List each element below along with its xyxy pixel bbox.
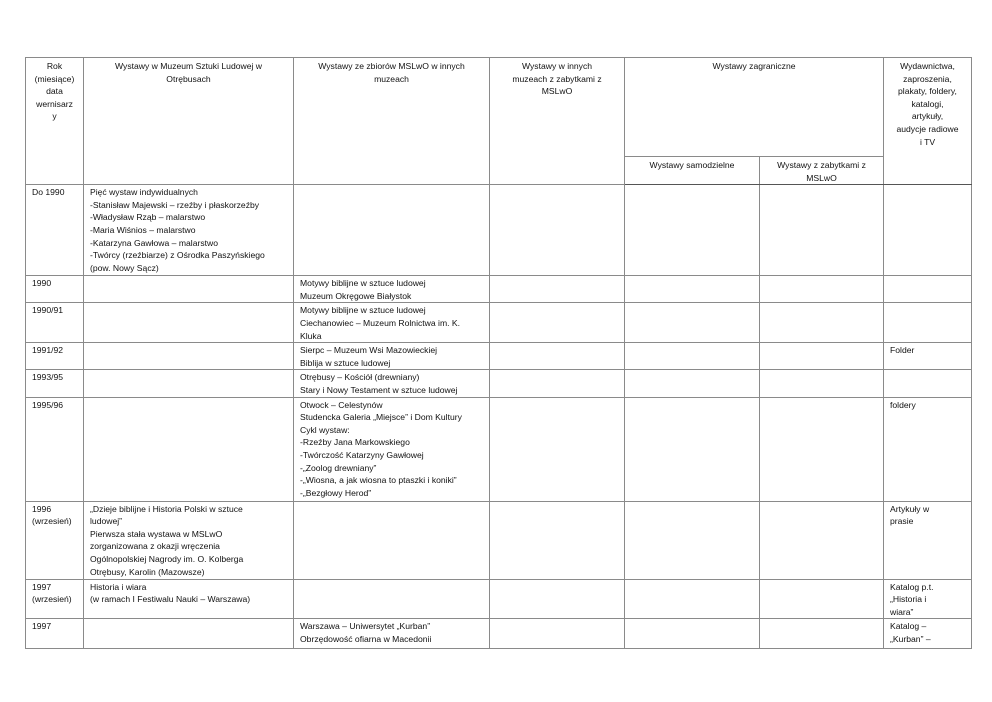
cell-zbiory (294, 303, 490, 343)
cell-text-line: „Historia i (890, 594, 927, 605)
cell-inne-muzea (490, 619, 625, 649)
cell-wydawnictwa (884, 619, 972, 649)
header-samodzielne-label: Wystawy samodzielne (649, 160, 735, 170)
cell-wydawnictwa (884, 303, 972, 343)
header-wydawnictwa (884, 58, 972, 157)
cell-text-line: Katalog p.t. (890, 581, 934, 592)
cell-text-line: Otwock – Celestynów (300, 399, 383, 410)
cell-inne-muzea (490, 501, 625, 579)
cell-text-line: Motywy biblijne w sztuce ludowej (300, 278, 426, 289)
cell-samodzielne (625, 303, 760, 343)
cell-wydawnictwa (884, 579, 972, 619)
cell-muzeum (84, 579, 294, 619)
cell-wydawnictwa (884, 397, 972, 501)
table-row (26, 343, 972, 370)
cell-inne-muzea (490, 185, 625, 276)
table-row (26, 303, 972, 343)
header-line: y (52, 111, 57, 122)
cell-inne-muzea (490, 343, 625, 370)
cell-z-zabytkami (760, 343, 884, 370)
header-muzeum (84, 58, 294, 185)
cell-text-line: ludowej” (90, 516, 123, 527)
cell-text-line: 1990 (32, 278, 52, 289)
header-line: wernisarz (36, 98, 73, 109)
cell-samodzielne (625, 619, 760, 649)
cell-inne-muzea (490, 276, 625, 303)
cell-wydawnictwa (884, 276, 972, 303)
cell-z-zabytkami (760, 397, 884, 501)
cell-zbiory (294, 185, 490, 276)
header-line: zaproszenia, (903, 73, 952, 84)
cell-z-zabytkami (760, 303, 884, 343)
cell-text-line: Pięć wystaw indywidualnych (90, 187, 198, 198)
cell-muzeum (84, 501, 294, 579)
cell-inne-muzea (490, 397, 625, 501)
header-line: artykuły, (911, 111, 944, 122)
cell-text-line: -„Wiosna, a jak wiosna to ptaszki i koniki” (300, 475, 457, 486)
header-line: audycje radiowe (896, 123, 959, 134)
header-line: MSLwO (541, 86, 573, 97)
header-line: Wystawy z zabytkami z (777, 160, 866, 170)
cell-text-line: -Władysław Rząb – malarstwo (90, 212, 206, 223)
header-line: katalogi, (911, 98, 944, 109)
cell-rok (26, 501, 84, 579)
cell-text-line: Motywy biblijne w sztuce ludowej (300, 305, 426, 316)
cell-muzeum (84, 303, 294, 343)
cell-samodzielne (625, 343, 760, 370)
cell-rok (26, 619, 84, 649)
cell-text-line: 1997 (32, 621, 52, 632)
cell-text-line: Studencka Galeria „Miejsce” i Dom Kultury (300, 412, 462, 423)
cell-text-line: foldery (890, 399, 916, 410)
cell-rok (26, 579, 84, 619)
cell-samodzielne (625, 370, 760, 397)
cell-text-line: -Stanisław Majewski – rzeźby i płaskorzeźby (90, 199, 260, 210)
header-line: Wystawy w Muzeum Sztuki Ludowej w (114, 61, 263, 71)
header-line: plakaty, foldery, (898, 86, 957, 97)
cell-samodzielne (625, 579, 760, 619)
header-line: Rok (46, 61, 63, 71)
cell-text-line: (pow. Nowy Sącz) (90, 262, 159, 273)
cell-text-line: -„Bezgłowy Herod” (300, 487, 372, 498)
cell-text-line: Otrębusy, Karolin (Mazowsze) (90, 566, 205, 577)
cell-text-line: Otrębusy – Kościół (drewniany) (300, 372, 420, 383)
table-row (26, 370, 972, 397)
header-inne-muzea (490, 58, 625, 185)
cell-rok (26, 343, 84, 370)
header-line: i TV (919, 136, 936, 147)
header-line: Wystawy ze zbiorów MSLwO w innych (318, 61, 465, 71)
cell-inne-muzea (490, 370, 625, 397)
cell-text-line: Ogólnopolskiej Nagrody im. O. Kolberga (90, 553, 244, 564)
cell-text-line: Katalog – (890, 621, 927, 632)
cell-muzeum (84, 185, 294, 276)
header-line: muzeach z zabytkami z (512, 73, 602, 84)
cell-text-line: 1996 (32, 503, 52, 514)
cell-rok (26, 303, 84, 343)
cell-rok (26, 397, 84, 501)
cell-wydawnictwa (884, 185, 972, 276)
cell-muzeum (84, 276, 294, 303)
header-row (26, 58, 972, 157)
cell-inne-muzea (490, 303, 625, 343)
cell-text-line: (w ramach I Festiwalu Nauki – Warszawa) (90, 594, 251, 605)
header-zagraniczne-label: Wystawy zagraniczne (712, 61, 796, 71)
cell-rok (26, 276, 84, 303)
cell-text-line: Kluka (300, 330, 322, 341)
cell-z-zabytkami (760, 185, 884, 276)
header-zagraniczne (625, 58, 884, 157)
cell-text-line: Sierpc – Muzeum Wsi Mazowieckiej (300, 345, 438, 356)
table-body (26, 185, 972, 649)
cell-text-line: „Kurban” – (890, 633, 931, 644)
exhibitions-table (25, 57, 972, 649)
cell-text-line: Historia i wiara (90, 581, 147, 592)
cell-text-line: -Rzeźby Jana Markowskiego (300, 437, 410, 448)
cell-text-line: wiara” (890, 606, 914, 617)
cell-text-line: Artykuły w (890, 503, 930, 514)
cell-wydawnictwa (884, 343, 972, 370)
cell-zbiory (294, 501, 490, 579)
cell-muzeum (84, 343, 294, 370)
cell-z-zabytkami (760, 619, 884, 649)
cell-text-line: Cykl wystaw: (300, 424, 350, 435)
header-line: MSLwO (806, 172, 837, 183)
cell-zbiory (294, 370, 490, 397)
cell-text-line: -Maria Wiśnios – malarstwo (90, 224, 196, 235)
cell-zbiory (294, 276, 490, 303)
cell-text-line: -Twórczość Katarzyny Gawłowej (300, 449, 424, 460)
cell-text-line: Muzeum Okręgowe Białystok (300, 290, 412, 301)
cell-text-line: Do 1990 (32, 187, 65, 198)
cell-zbiory (294, 619, 490, 649)
cell-text-line: Obrzędowość ofiarna w Macedonii (300, 633, 432, 644)
cell-text-line: (wrzesień) (32, 516, 72, 527)
cell-text-line: 1990/91 (32, 305, 64, 316)
table-row (26, 276, 972, 303)
table-row (26, 619, 972, 649)
cell-samodzielne (625, 397, 760, 501)
cell-text-line: 1991/92 (32, 345, 64, 356)
cell-text-line: 1993/95 (32, 372, 64, 383)
table-row (26, 397, 972, 501)
cell-text-line: Pierwsza stała wystawa w MSLwO (90, 528, 223, 539)
header-line: muzeach (374, 73, 409, 84)
cell-text-line: -Katarzyna Gawłowa – malarstwo (90, 237, 218, 248)
cell-text-line: Warszawa – Uniwersytet „Kurban” (300, 621, 431, 632)
cell-z-zabytkami (760, 501, 884, 579)
cell-text-line: prasie (890, 516, 914, 527)
header-line: (miesiące) (34, 73, 75, 84)
header-line: Wystawy w innych (521, 61, 593, 71)
cell-text-line: zorganizowana z okazji wręczenia (90, 541, 220, 552)
header-zbiory (294, 58, 490, 185)
cell-wydawnictwa (884, 370, 972, 397)
cell-muzeum (84, 619, 294, 649)
cell-muzeum (84, 370, 294, 397)
cell-samodzielne (625, 501, 760, 579)
cell-rok (26, 370, 84, 397)
cell-z-zabytkami (760, 276, 884, 303)
cell-text-line: „Dzieje biblijne i Historia Polski w sztuce (90, 503, 243, 514)
table-row (26, 185, 972, 276)
header-z-zabytkami (760, 157, 884, 185)
cell-zbiory (294, 579, 490, 619)
cell-zbiory (294, 397, 490, 501)
cell-text-line: 1997 (32, 581, 52, 592)
cell-text-line: Ciechanowiec – Muzeum Rolnictwa im. K. (300, 317, 460, 328)
cell-text-line: Biblija w sztuce ludowej (300, 357, 391, 368)
cell-text-line: 1995/96 (32, 399, 64, 410)
header-samodzielne (625, 157, 760, 185)
table-row (26, 501, 972, 579)
cell-text-line: -„Zoolog drewniany” (300, 462, 377, 473)
table-row (26, 579, 972, 619)
cell-samodzielne (625, 185, 760, 276)
cell-zbiory (294, 343, 490, 370)
cell-rok (26, 185, 84, 276)
cell-inne-muzea (490, 579, 625, 619)
cell-z-zabytkami (760, 370, 884, 397)
header-line: Wydawnictwa, (900, 61, 955, 71)
cell-muzeum (84, 397, 294, 501)
cell-wydawnictwa (884, 501, 972, 579)
header-rok (26, 58, 84, 185)
cell-text-line: Folder (890, 345, 915, 356)
cell-z-zabytkami (760, 579, 884, 619)
cell-text-line: (wrzesień) (32, 594, 72, 605)
cell-samodzielne (625, 276, 760, 303)
header-line: data (46, 86, 63, 97)
cell-text-line: -Twórcy (rzeźbiarze) z Ośrodka Paszyńskiego (90, 250, 265, 261)
header-line: Otrębusach (166, 73, 211, 84)
header-wydawnictwa-blank (884, 157, 972, 185)
cell-text-line: Stary i Nowy Testament w sztuce ludowej (300, 384, 458, 395)
